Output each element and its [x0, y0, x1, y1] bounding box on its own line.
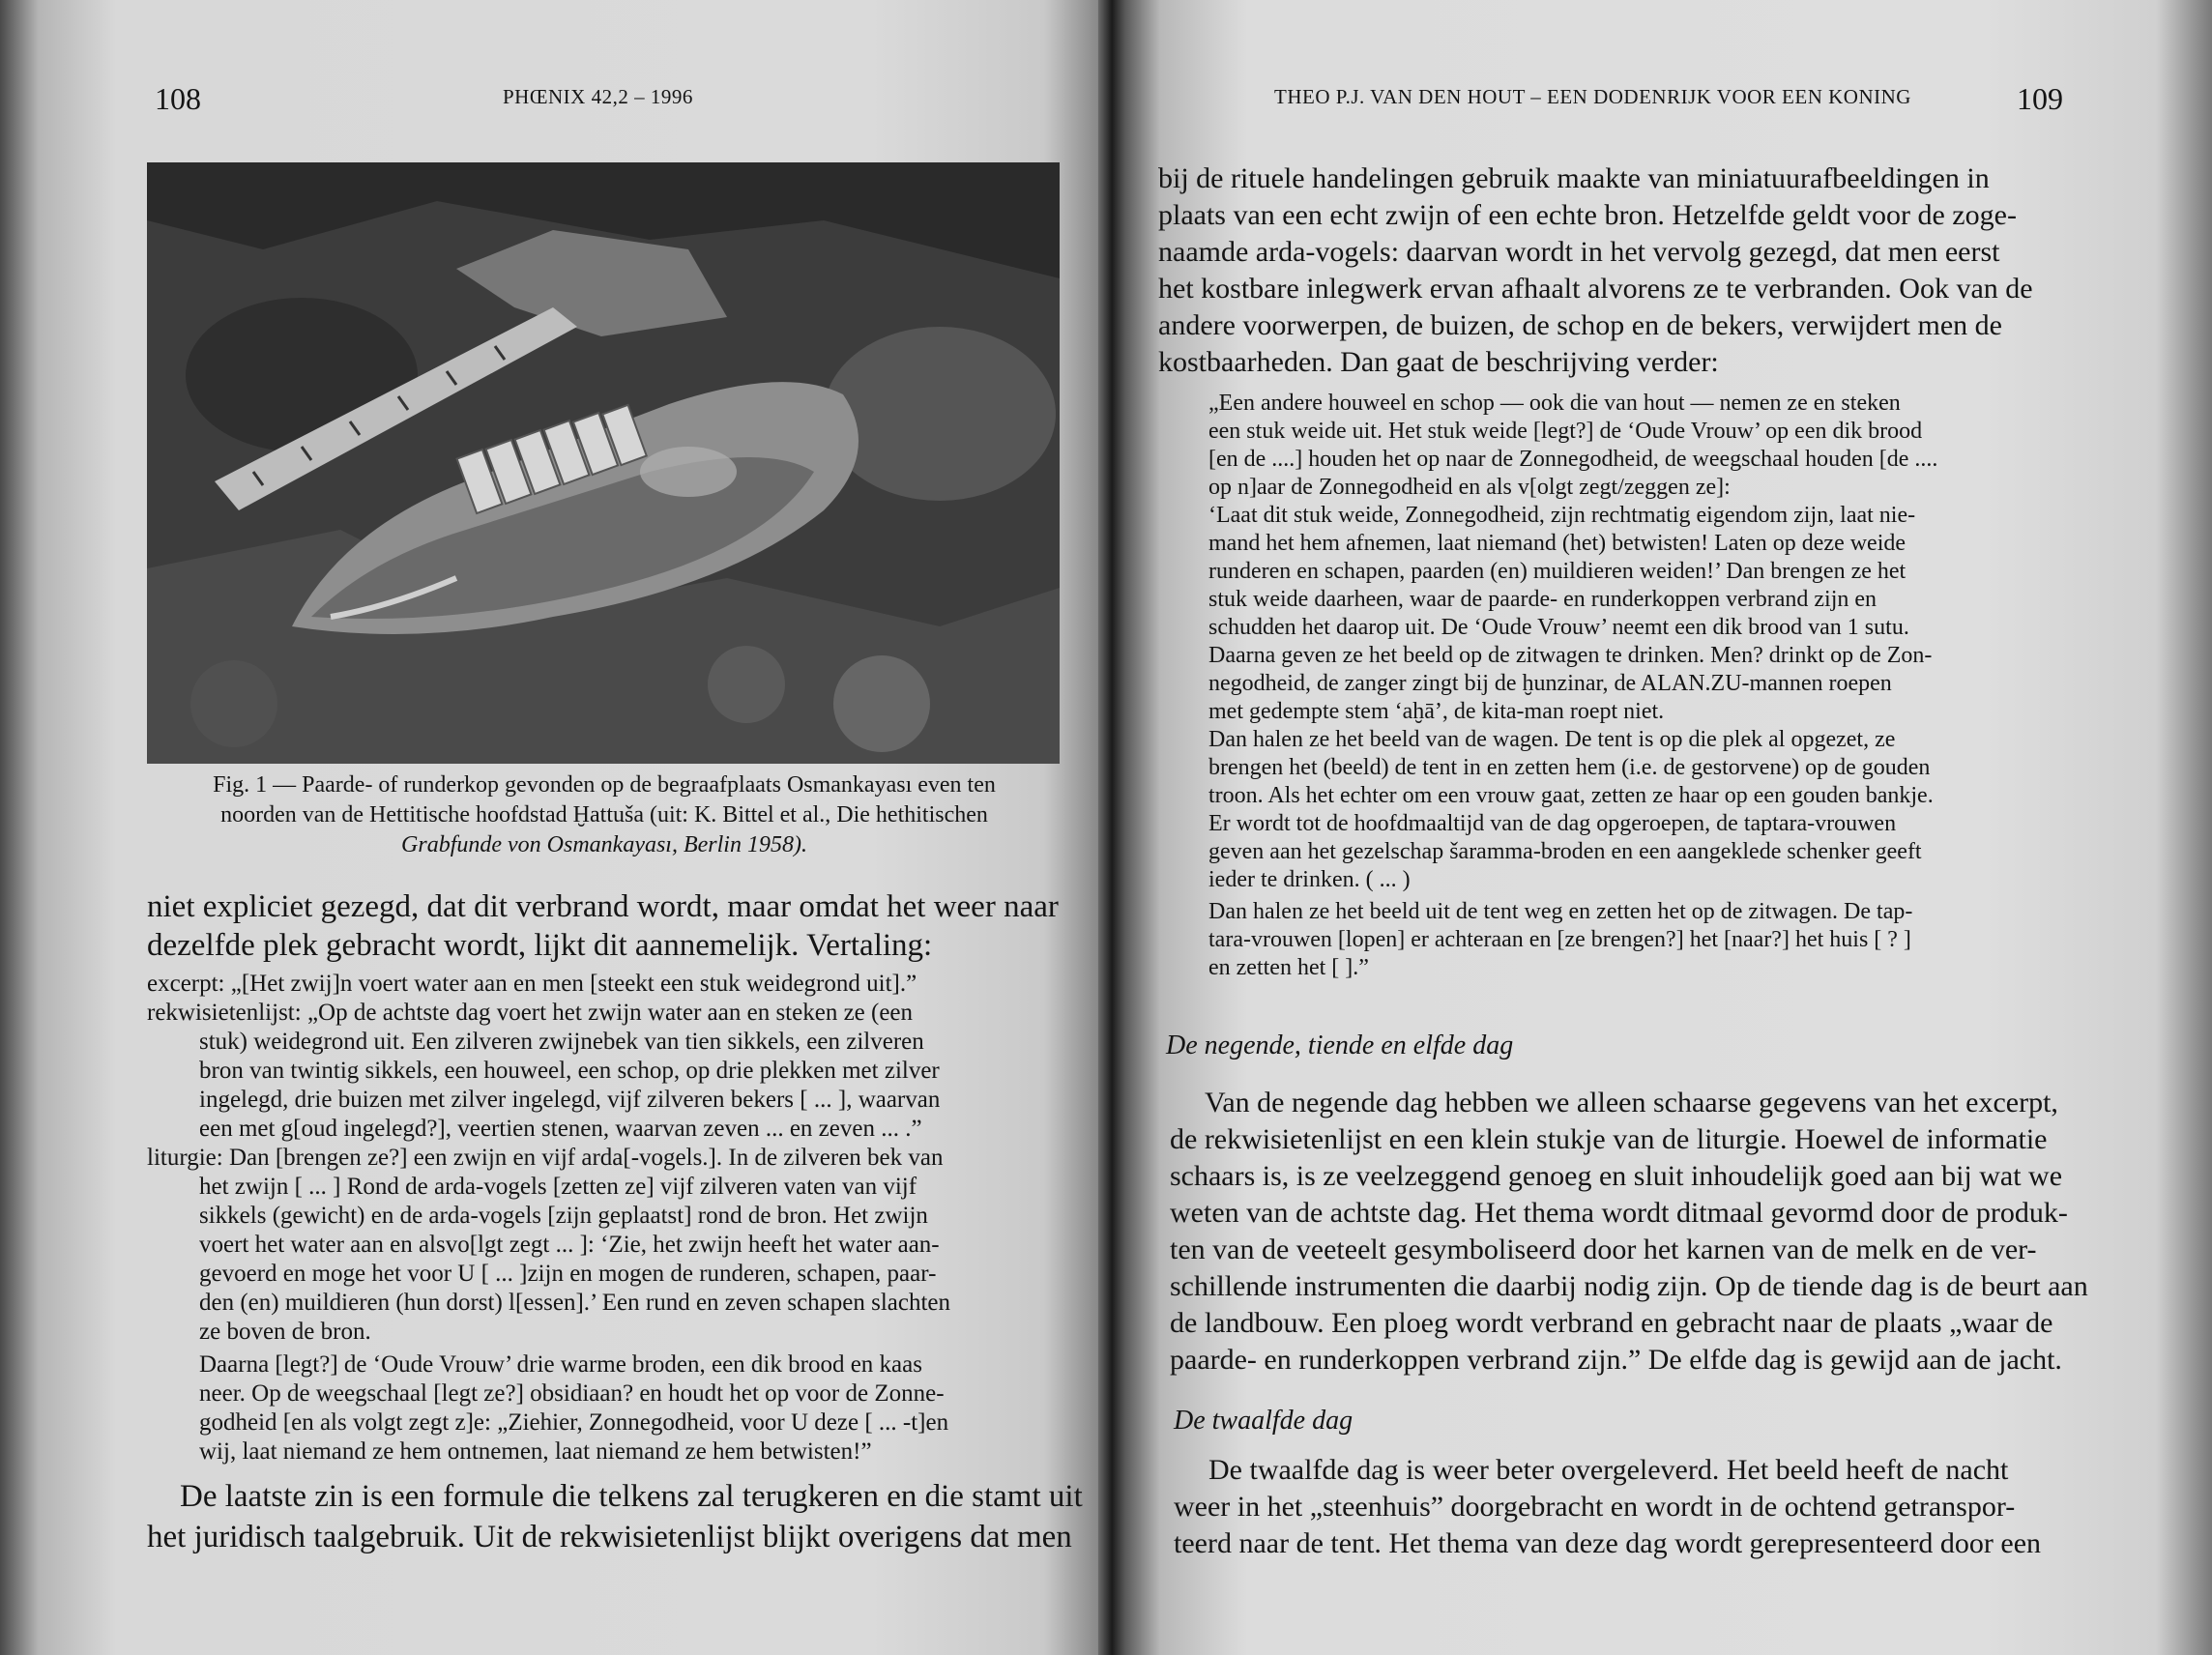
quote-line: neer. Op de weegschaal [legt ze?] obsidiaan? en houdt het op voor de Zonne- [199, 1380, 945, 1407]
quote-line: mand het hem afnemen, laat niemand (het) betwisten! Laten op deze weide [1208, 531, 1906, 556]
figure-caption [155, 770, 1054, 860]
quote-line: liturgie: Dan [brengen ze?] een zwijn en vijf arda[-vogels.]. In de zilveren bek van [147, 1145, 944, 1171]
figure-photo [147, 162, 1060, 764]
quote-line: ingelegd, drie buizen met zilver ingelegd, vijf zilveren bekers [ ... ], waarvan [199, 1087, 941, 1113]
text-line: weer in het „steenhuis” doorgebracht en wordt in de ochtend getranspor- [1174, 1491, 2016, 1523]
quote-line: met gedempte stem ‘aḫā’, de kita-man roept niet. [1208, 699, 1665, 724]
quote-line: een met g[oud ingelegd?], veertien stenen, waarvan zeven ... en zeven ... .” [199, 1116, 922, 1142]
quote-line: gevoerd en moge het voor U [ ... ]zijn en mogen de runderen, schapen, paar- [199, 1261, 937, 1287]
quote-line: Daarna [legt?] de ‘Oude Vrouw’ drie warme broden, een dik brood en kaas [199, 1351, 922, 1378]
quote-line: voert het water aan en alsvo[lgt zegt ... ]: ‘Zie, het zwijn heeft het water aan- [199, 1232, 940, 1258]
text-line: plaats van een echt zwijn of een echte bron. Hetzelfde geldt voor de zoge- [1158, 199, 2017, 231]
quote-line: Daarna geven ze het beeld op de zitwagen te drinken. Men? drinkt op de Zon- [1208, 643, 1933, 668]
running-head: THEO P.J. VAN DEN HOUT – EEN DODENRIJK VOOR EEN KONING [1274, 85, 1911, 108]
page-number: 108 [155, 81, 201, 116]
text-line: naamde arda-vogels: daarvan wordt in het vervolg gezegd, dat men eerst [1158, 236, 2000, 268]
quote-line: den (en) muildieren (hun dorst) l[essen].’ Een rund en zeven schapen slachten [199, 1290, 951, 1316]
text-line: de rekwisietenlijst en een klein stukje van de liturgie. Hoewel de informatie [1170, 1123, 2048, 1155]
text-line: teerd naar de tent. Het thema van deze dag wordt gerepresenteerd door een [1174, 1527, 2042, 1559]
right-page [1112, 0, 2212, 1655]
running-head: PHŒNIX 42,2 – 1996 [503, 85, 693, 108]
quote-line: tara-vrouwen [lopen] er achteraan en [ze brengen?] het [naar?] het huis [ ? ] [1208, 927, 1911, 952]
caption-line: Grabfunde von Osmankayası, Berlin 1958). [401, 832, 807, 857]
text-line: Van de negende dag hebben we alleen schaarse gegevens van het excerpt, [1205, 1087, 2058, 1118]
page-number: 109 [2017, 81, 2063, 116]
quote-line: ze boven de bron. [199, 1319, 371, 1345]
caption-line: noorden van de Hettitische hoofdstad Ḫattuša (uit: K. Bittel et al., Die hethitischen [220, 802, 988, 828]
quote-line: Dan halen ze het beeld uit de tent weg en zetten het op de zitwagen. De tap- [1208, 899, 1913, 924]
quote-line: ‘Laat dit stuk weide, Zonnegodheid, zijn rechtmatig eigendom zijn, laat nie- [1208, 503, 1916, 528]
caption-line: Fig. 1 — Paarde- of runderkop gevonden op de begraafplaats Osmankayası even ten [213, 772, 996, 798]
text-line: dezelfde plek gebracht wordt, lijkt dit aannemelijk. Vertaling: [147, 928, 933, 963]
text-line: het kostbare inlegwerk ervan afhaalt alvorens ze te verbranden. Ook van de [1158, 273, 2033, 305]
text-line: De twaalfde dag is weer beter overgeleverd. Het beeld heeft de nacht [1208, 1454, 2009, 1486]
text-line: schillende instrumenten die daarbij nodig zijn. Op de tiende dag is de beurt aan [1170, 1270, 2088, 1302]
quote-line: op n]aar de Zonnegodheid en als v[olgt zegt/zeggen ze]: [1208, 475, 1731, 500]
quote-line: excerpt: „[Het zwij]n voert water aan en men [steekt een stuk weidegrond uit].” [147, 971, 917, 997]
text-line: ten van de veeteelt gesymboliseerd door het karnen van de melk en de ver- [1170, 1234, 2037, 1265]
quote-line: stuk) weidegrond uit. Een zilveren zwijnebek van tien sikkels, een zilveren [199, 1029, 924, 1055]
quote-line: Er wordt tot de hoofdmaaltijd van de dag opgeroepen, de taptara-vrouwen [1208, 811, 1897, 836]
quote-line: brengen het (beeld) de tent in en zetten hem (i.e. de gestorvene) op de gouden [1208, 755, 1931, 780]
text-line: schaars is, is ze veelzeggend genoeg en sluit inhoudelijk goed aan bij wat we [1170, 1160, 2063, 1192]
quote-line: sikkels (gewicht) en de arda-vogels [zijn geplaatst] rond de bron. Het zwijn [199, 1203, 928, 1229]
quote-line: negodheid, de zanger zingt bij de ḫunzinar, de ALAN.ZU-mannen roepen [1208, 671, 1892, 696]
text-line: de landbouw. Een ploeg wordt verbrand en gebracht naar de plaats „waar de [1170, 1307, 2053, 1339]
quote-line: een stuk weide uit. Het stuk weide [legt?] de ‘Oude Vrouw’ op een dik brood [1208, 419, 1923, 444]
quote-line: bron van twintig sikkels, een houweel, een schop, op drie plekken met zilver [199, 1058, 940, 1084]
quote-line: [en de ....] houden het op naar de Zonnegodheid, de weegschaal houden [de .... [1208, 447, 1938, 472]
text-line: niet expliciet gezegd, dat dit verbrand wordt, maar omdat het weer naar [147, 889, 1059, 924]
text-line: het juridisch taalgebruik. Uit de rekwisietenlijst blijkt overigens dat men [147, 1520, 1072, 1554]
quote-line: stuk weide daarheen, waar de paarde- en runderkoppen verbrand zijn en [1208, 587, 1877, 612]
quote-line: „Een andere houweel en schop — ook die van hout — nemen ze en steken [1208, 391, 1901, 416]
quote-line: godheid [en als volgt zegt z]e: „Ziehier, Zonnegodheid, voor U deze [ ... -t]en [199, 1409, 949, 1436]
text-line: paarde- en runderkoppen verbrand zijn.” De elfde dag is gewijd aan de jacht. [1170, 1344, 2062, 1376]
horse-skull-photo [147, 162, 1060, 764]
section-heading: De twaalfde dag [1174, 1406, 1353, 1436]
text-line: kostbaarheden. Dan gaat de beschrijving verder: [1158, 346, 1719, 378]
text-line: bij de rituele handelingen gebruik maakte van miniatuurafbeeldingen in [1158, 162, 1990, 194]
quote-line: geven aan het gezelschap šaramma-broden en een aangeklede schenker geeft [1208, 839, 1922, 864]
section-heading: De negende, tiende en elfde dag [1166, 1031, 1514, 1060]
text-line: weten van de achtste dag. Het thema wordt ditmaal gevormd door de produk- [1170, 1197, 2068, 1229]
quote-line: rekwisietenlijst: „Op de achtste dag voert het zwijn water aan en steken ze (een [147, 1000, 914, 1026]
quote-line: runderen en schapen, paarden (en) muildieren weiden!’ Dan brengen ze het [1208, 559, 1906, 584]
quote-line: schudden het daarop uit. De ‘Oude Vrouw’ neemt een dik brood van 1 sutu. [1208, 615, 1909, 640]
quote-line: Dan halen ze het beeld van de wagen. De tent is op die plek al opgezet, ze [1208, 727, 1896, 752]
quote-line: wij, laat niemand ze hem ontnemen, laat niemand ze hem betwisten!” [199, 1438, 872, 1465]
quote-line: troon. Als het echter om een vrouw gaat, zetten ze haar op een gouden bankje. [1208, 783, 1934, 808]
text-line: andere voorwerpen, de buizen, de schop en de bekers, verwijdert men de [1158, 309, 2002, 341]
quote-line: ieder te drinken. ( ... ) [1208, 867, 1411, 892]
quote-line: en zetten het [ ].” [1208, 955, 1369, 980]
text-line: De laatste zin is een formule die telkens zal terugkeren en die stamt uit [180, 1479, 1083, 1514]
quote-line: het zwijn [ ... ] Rond de arda-vogels [zetten ze] vijf zilveren vaten van vijf [199, 1174, 917, 1200]
